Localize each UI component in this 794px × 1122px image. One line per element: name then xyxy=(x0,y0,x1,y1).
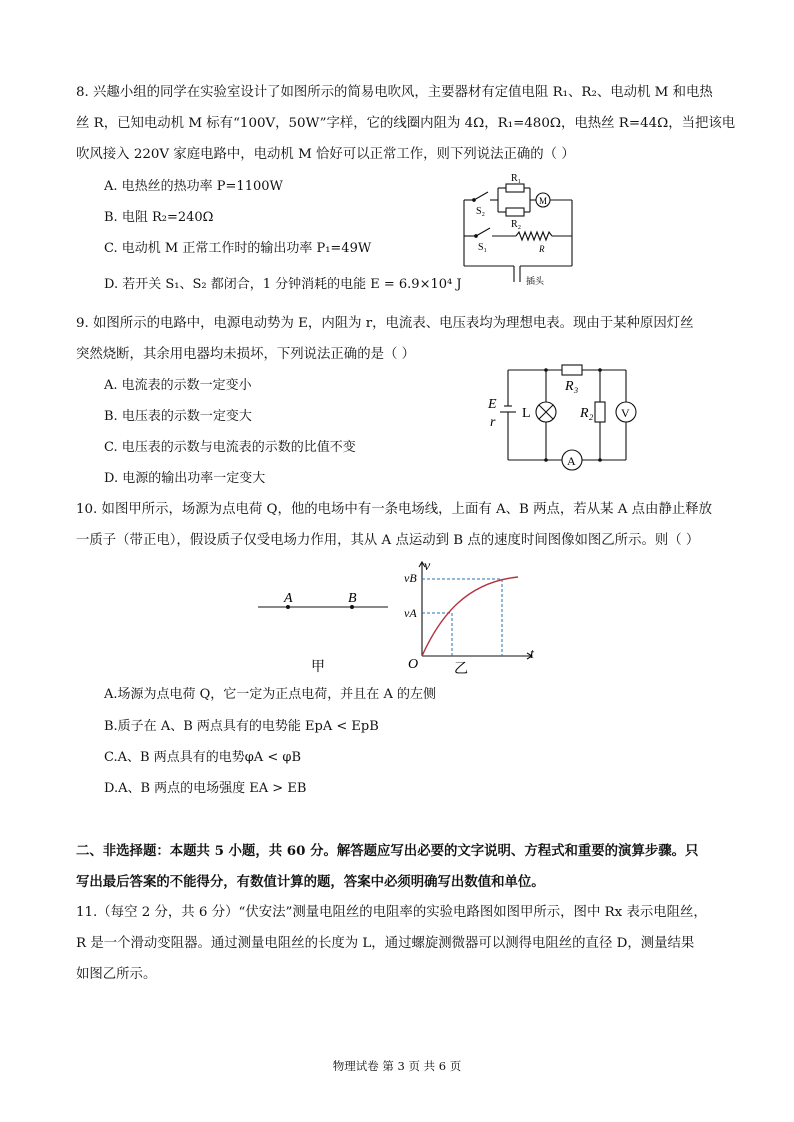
q9-option-c: C. 电压表的示数与电流表的示数的比值不变 xyxy=(104,440,356,455)
graph-yi-caption: 乙 xyxy=(454,662,468,677)
q8-motor-label: M xyxy=(539,196,548,206)
q10-vt-graph xyxy=(396,556,544,680)
q9-option-b: B. 电压表的示数一定变大 xyxy=(104,409,252,424)
axis-t-label: t xyxy=(530,647,534,662)
q10-stem-line-1: 10. 如图甲所示，场源为点电荷 Q，他的电场中有一条电场线，上面有 A、B 两点，若从某 A 点由静止释放 xyxy=(76,502,713,517)
q8-label-s2: S₂ xyxy=(476,206,486,217)
q9-label-r2: R₂ xyxy=(580,406,594,421)
q10-stem-line-2: 一质子（带正电），假设质子仅受电场力作用，其从 A 点运动到 B 点的速度时间图像如图乙所示。则（ ） xyxy=(76,533,700,548)
axis-v-label: v xyxy=(424,559,431,574)
q8-label-plug: 插头 xyxy=(526,276,545,286)
q8-option-d: D. 若开关 S₁、S₂ 都闭合，1 分钟消耗的电能 E = 6.9×10⁴ J xyxy=(104,277,462,292)
q8-stem-line-2: 丝 R，已知电动机 M 标有“100V，50W”字样，它的线圈内阻为 4Ω，R₁=480Ω，电热丝 R=44Ω，当把该电 xyxy=(76,116,736,131)
point-b-label: B xyxy=(348,591,357,606)
q10-figure-jia xyxy=(256,585,392,675)
q10-option-a: A.场源为点电荷 Q，它一定为正点电荷，并且在 A 的左侧 xyxy=(104,687,436,702)
q8-stem-line-1: 8. 兴趣小组的同学在实验室设计了如图所示的简易电吹风，主要器材有定值电阻 R₁、R₂、电动机 M 和电热 xyxy=(76,85,713,100)
q11-stem-line-2: R 是一个滑动变阻器。通过测量电阻丝的长度为 L，通过螺旋测微器可以测得电阻丝的直径 D，测量结果 xyxy=(76,936,695,951)
q10-option-b: B.质子在 A、B 两点具有的电势能 EpA < EpB xyxy=(104,719,379,734)
q8-label-r2: R₂ xyxy=(511,219,522,230)
point-a-label: A xyxy=(284,591,293,606)
q11-stem-line-1: 11.（每空 2 分，共 6 分）“伏安法”测量电阻丝的电阻率的实验电路图如图甲所示，图中 Rx 表示电阻丝， xyxy=(76,905,707,920)
tick-vb-label: vB xyxy=(404,571,417,585)
q11-stem-line-3: 如图乙所示。 xyxy=(76,967,157,982)
q8-circuit-diagram xyxy=(456,170,588,288)
q9-voltmeter-label: V xyxy=(621,406,630,420)
velocity-curve xyxy=(422,577,518,656)
q9-label-e: E xyxy=(488,397,497,412)
q9-ammeter-label: A xyxy=(567,454,576,468)
section2-heading-line-2: 写出最后答案的不能得分，有数值计算的题，答案中必须明确写出数值和单位。 xyxy=(76,874,545,890)
tick-va-label: vA xyxy=(404,606,417,620)
q9-circuit-diagram xyxy=(480,358,640,474)
q10-option-d: D.A、B 两点的电场强度 EA > EB xyxy=(104,781,307,796)
q8-option-c: C. 电动机 M 正常工作时的输出功率 P₁=49W xyxy=(104,241,372,256)
figure-jia-caption: 甲 xyxy=(311,660,325,675)
q8-option-a: A. 电热丝的热功率 P=1100W xyxy=(104,179,283,194)
q9-option-d: D. 电源的输出功率一定变大 xyxy=(104,471,266,486)
q8-option-b: B. 电阻 R₂=240Ω xyxy=(104,210,214,225)
page-footer: 物理试卷 第 3 页 共 6 页 xyxy=(332,1059,462,1073)
q9-option-a: A. 电流表的示数一定变小 xyxy=(104,378,252,393)
origin-label: O xyxy=(408,657,419,672)
q9-stem-line-1: 9. 如图所示的电路中，电源电动势为 E，内阻为 r，电流表、电压表均为理想电表。现由于某种原因灯丝 xyxy=(76,316,694,331)
q9-stem-line-2: 突然烧断，其余用电器均未损坏，下列说法正确的是（ ） xyxy=(76,347,416,362)
q9-label-r: r xyxy=(490,415,496,430)
q9-label-lamp: L xyxy=(522,406,531,421)
q8-label-s1: S₁ xyxy=(478,242,488,253)
q9-label-r3: R₃ xyxy=(565,379,579,394)
q8-stem-line-3: 吹风接入 220V 家庭电路中，电动机 M 恰好可以正常工作，则下列说法正确的（ ） xyxy=(76,147,575,162)
q8-label-r1: R₁ xyxy=(511,173,522,184)
section2-heading-line-1: 二、非选择题：本题共 5 小题，共 60 分。解答题应写出必要的文字说明、方程式和重要的演算步骤。只 xyxy=(76,843,699,859)
q8-label-r: R xyxy=(539,244,545,254)
q10-option-c: C.A、B 两点具有的电势φA < φB xyxy=(104,750,301,765)
